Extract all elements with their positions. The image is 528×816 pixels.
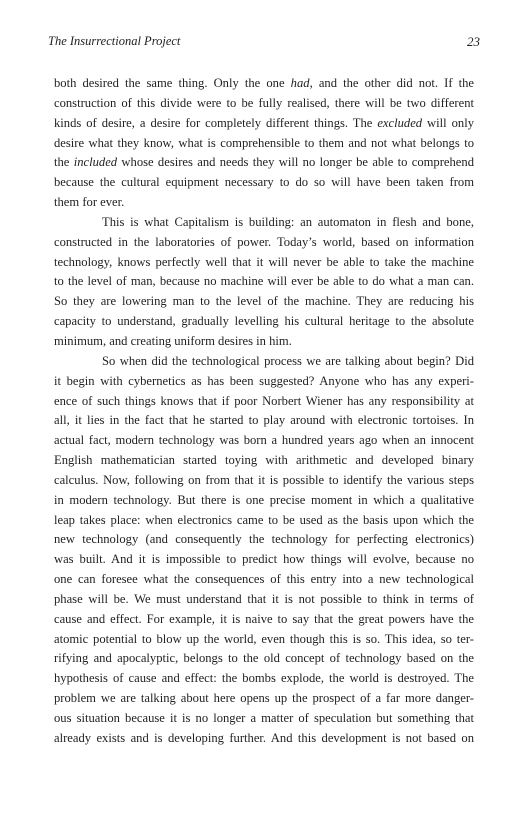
text-line xyxy=(54,173,474,193)
text-line xyxy=(54,372,474,392)
text-line xyxy=(54,511,474,531)
text-line xyxy=(54,292,474,312)
text-segment: was built. And it is impossible to predict how things will evolve, because no xyxy=(54,552,474,567)
text-segment: already exists and is developing further. And this development is not based on xyxy=(54,730,474,745)
text-line xyxy=(54,630,474,650)
text-segment: leap takes place: when electronics came to be used as the basis upon which the xyxy=(54,512,474,527)
text-segment: technology, knows perfectly well that it will never be able to take the machine xyxy=(54,254,474,269)
text-line xyxy=(54,570,474,590)
page-number: 23 xyxy=(467,34,480,49)
text-line xyxy=(54,491,474,511)
text-segment: kinds of desire, a desire for completely different things. The xyxy=(54,115,378,130)
text-segment: So when did the technological process we are talking about begin? Did xyxy=(102,353,474,368)
text-segment: both desired the same thing. Only the one xyxy=(54,76,291,90)
body-text xyxy=(54,74,474,749)
text-line xyxy=(54,134,474,154)
text-segment: atomic potential to blow up the world, even though this is so. This idea, so ter- xyxy=(54,631,474,646)
text-segment: to the level of man, because no machine will ever be able to do what a man can. xyxy=(54,274,474,289)
emphasized-text: excluded xyxy=(377,115,423,130)
text-segment: because the cultural equipment necessary to do so will have been taken from xyxy=(54,175,474,190)
text-segment: desire what they know, what is comprehensible to them and not what belongs to xyxy=(54,135,474,150)
text-segment: ous situation because it is no longer a matter of speculation but something that xyxy=(54,711,474,725)
text-line xyxy=(54,94,474,114)
text-segment: in modern technology. But there is one precise moment in which a qualitative xyxy=(54,492,474,507)
text-line xyxy=(54,669,474,689)
text-line xyxy=(54,471,474,491)
text-segment: new technology (and consequently the technology for perfecting electronics) xyxy=(54,532,474,547)
running-header xyxy=(48,34,480,52)
text-segment: capacity to understand, gradually levelling his cultural heritage to the absolute xyxy=(54,314,474,329)
text-line xyxy=(54,352,474,372)
text-line xyxy=(54,729,474,749)
text-line xyxy=(54,312,474,332)
text-line xyxy=(54,213,474,233)
text-line xyxy=(54,590,474,610)
text-segment: phase will be. We must understand that it is not possible to think in terms of xyxy=(54,591,474,606)
text-segment: construction of this divide were to be fully realised, there will be two different xyxy=(54,95,474,110)
text-line xyxy=(54,233,474,253)
text-line xyxy=(54,253,474,273)
text-segment: one can foresee what the consequences of this entry into a new technological xyxy=(54,572,474,587)
text-line xyxy=(54,451,474,471)
text-line xyxy=(54,610,474,630)
running-title: The Insurrectional Project xyxy=(48,34,181,48)
text-line xyxy=(54,411,474,431)
text-line xyxy=(54,153,474,173)
text-segment: the xyxy=(54,155,74,170)
text-line xyxy=(54,530,474,550)
text-segment: , and the other did not. If the xyxy=(309,76,475,90)
text-segment: hypothesis of cause and effect: the bombs explode, the world is destroyed. The xyxy=(54,671,474,686)
text-segment: all, it lies in the fact that he started to play around with electronic tortoises. In xyxy=(54,413,474,428)
text-segment: will only xyxy=(422,115,474,130)
text-line xyxy=(54,114,474,134)
text-segment: actual fact, modern technology was born a hundred years ago when an innocent xyxy=(54,433,474,448)
text-segment: cause and effect. For example, it is naive to say that the great powers have the xyxy=(54,611,474,626)
text-segment: minimum, and creating uniform desires in him. xyxy=(54,333,292,348)
text-line xyxy=(54,74,474,94)
text-line xyxy=(54,550,474,570)
text-segment: it begin with cybernetics as has been suggested? Anyone who has any experi- xyxy=(54,373,474,388)
text-segment: So they are lowering man to the level of the machine. They are reducing his xyxy=(54,294,474,309)
text-segment: This is what Capitalism is building: an automaton in flesh and bone, xyxy=(102,214,474,229)
text-segment: problem we are talking about here opens up the prospect of a far more danger- xyxy=(54,691,474,706)
emphasized-text: included xyxy=(73,155,118,170)
emphasized-text: had xyxy=(290,76,310,90)
text-line xyxy=(54,332,474,352)
text-line xyxy=(54,272,474,292)
text-line xyxy=(54,689,474,709)
text-segment: them for ever. xyxy=(54,195,125,210)
text-segment: whose desires and needs they will no longer be able to comprehend xyxy=(117,155,474,170)
text-line xyxy=(54,431,474,451)
text-line xyxy=(54,649,474,669)
text-segment: ence of such things knows that if poor Norbert Wiener has any responsibility at xyxy=(54,393,474,408)
text-line xyxy=(54,392,474,412)
text-segment: calculus. Now, following on from that it is possible to identify the various steps xyxy=(54,472,474,487)
text-line xyxy=(54,709,474,729)
text-line xyxy=(54,193,474,213)
text-segment: English mathematician started toying with arithmetic and developed binary xyxy=(54,453,474,468)
text-segment: rifying and apocalyptic, belongs to the old concept of technology based on the xyxy=(54,651,474,666)
text-segment: constructed in the laboratories of power. Today’s world, based on information xyxy=(54,234,474,249)
